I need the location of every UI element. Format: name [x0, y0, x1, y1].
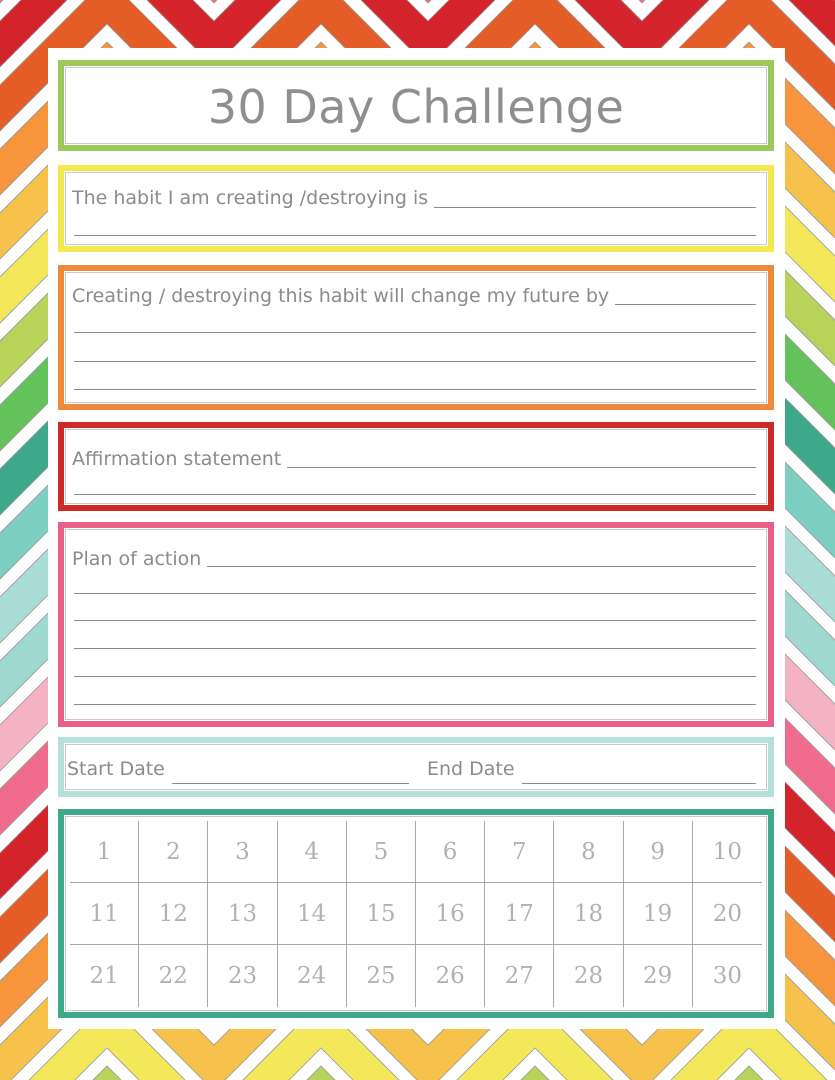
- calendar-day[interactable]: 11: [70, 883, 139, 945]
- calendar-day[interactable]: 18: [554, 883, 623, 945]
- calendar-day[interactable]: 2: [139, 821, 208, 883]
- calendar-day[interactable]: 22: [139, 945, 208, 1007]
- page-title: 30 Day Challenge: [207, 80, 625, 134]
- start-date-line[interactable]: [172, 783, 409, 784]
- habit-line-2[interactable]: [74, 235, 756, 236]
- calendar-day[interactable]: 26: [416, 945, 485, 1007]
- plan-line-2[interactable]: [74, 593, 756, 594]
- calendar-day[interactable]: 3: [208, 821, 277, 883]
- calendar-day[interactable]: 7: [485, 821, 554, 883]
- title-box: [58, 60, 774, 151]
- calendar-day[interactable]: 30: [712, 963, 743, 989]
- calendar-day[interactable]: 5: [347, 821, 416, 883]
- calendar-day[interactable]: 29: [624, 945, 693, 1007]
- plan-label: Plan of action: [72, 548, 207, 570]
- future-section: [58, 265, 774, 410]
- future-line-4[interactable]: [74, 389, 756, 390]
- calendar-day[interactable]: 14: [278, 883, 347, 945]
- calendar-day[interactable]: 23: [208, 945, 277, 1007]
- calendar-day[interactable]: 19: [624, 883, 693, 945]
- calendar-day[interactable]: 9: [624, 821, 693, 883]
- calendar-day[interactable]: 6: [416, 821, 485, 883]
- calendar-day[interactable]: 4: [278, 821, 347, 883]
- calendar-day[interactable]: 17: [485, 883, 554, 945]
- end-date-line[interactable]: [522, 783, 756, 784]
- end-date-label: End Date: [427, 758, 515, 780]
- plan-line-3[interactable]: [74, 620, 756, 621]
- calendar-day[interactable]: 21: [70, 945, 139, 1007]
- calendar-day[interactable]: 25: [347, 945, 416, 1007]
- future-label: Creating / destroying this habit will change my future by: [72, 285, 615, 307]
- future-line-3[interactable]: [74, 361, 756, 362]
- affirmation-section: [58, 422, 774, 511]
- calendar-day[interactable]: 16: [416, 883, 485, 945]
- calendar-day[interactable]: 20: [693, 883, 762, 945]
- calendar-day[interactable]: 13: [208, 883, 277, 945]
- calendar-day[interactable]: 8: [554, 821, 623, 883]
- start-date-label: Start Date: [67, 758, 165, 780]
- plan-section: [58, 522, 774, 727]
- plan-line-6[interactable]: [74, 704, 756, 705]
- future-line-2[interactable]: [74, 332, 756, 333]
- calendar-section: [58, 809, 774, 1018]
- affirmation-line-2[interactable]: [74, 494, 756, 495]
- calendar-grid: [70, 821, 762, 1007]
- affirmation-label: Affirmation statement: [72, 448, 287, 470]
- calendar-day[interactable]: 1: [70, 821, 139, 883]
- plan-line-4[interactable]: [74, 648, 756, 649]
- calendar-day[interactable]: 12: [139, 883, 208, 945]
- habit-label: The habit I am creating /destroying is: [72, 187, 434, 209]
- calendar-day[interactable]: 10: [693, 821, 762, 883]
- plan-line-5[interactable]: [74, 676, 756, 677]
- calendar-day[interactable]: 27: [485, 945, 554, 1007]
- calendar-day[interactable]: 28: [554, 945, 623, 1007]
- habit-section: [58, 165, 774, 252]
- dates-section: [58, 737, 774, 797]
- calendar-day[interactable]: 15: [347, 883, 416, 945]
- calendar-day[interactable]: 24: [278, 945, 347, 1007]
